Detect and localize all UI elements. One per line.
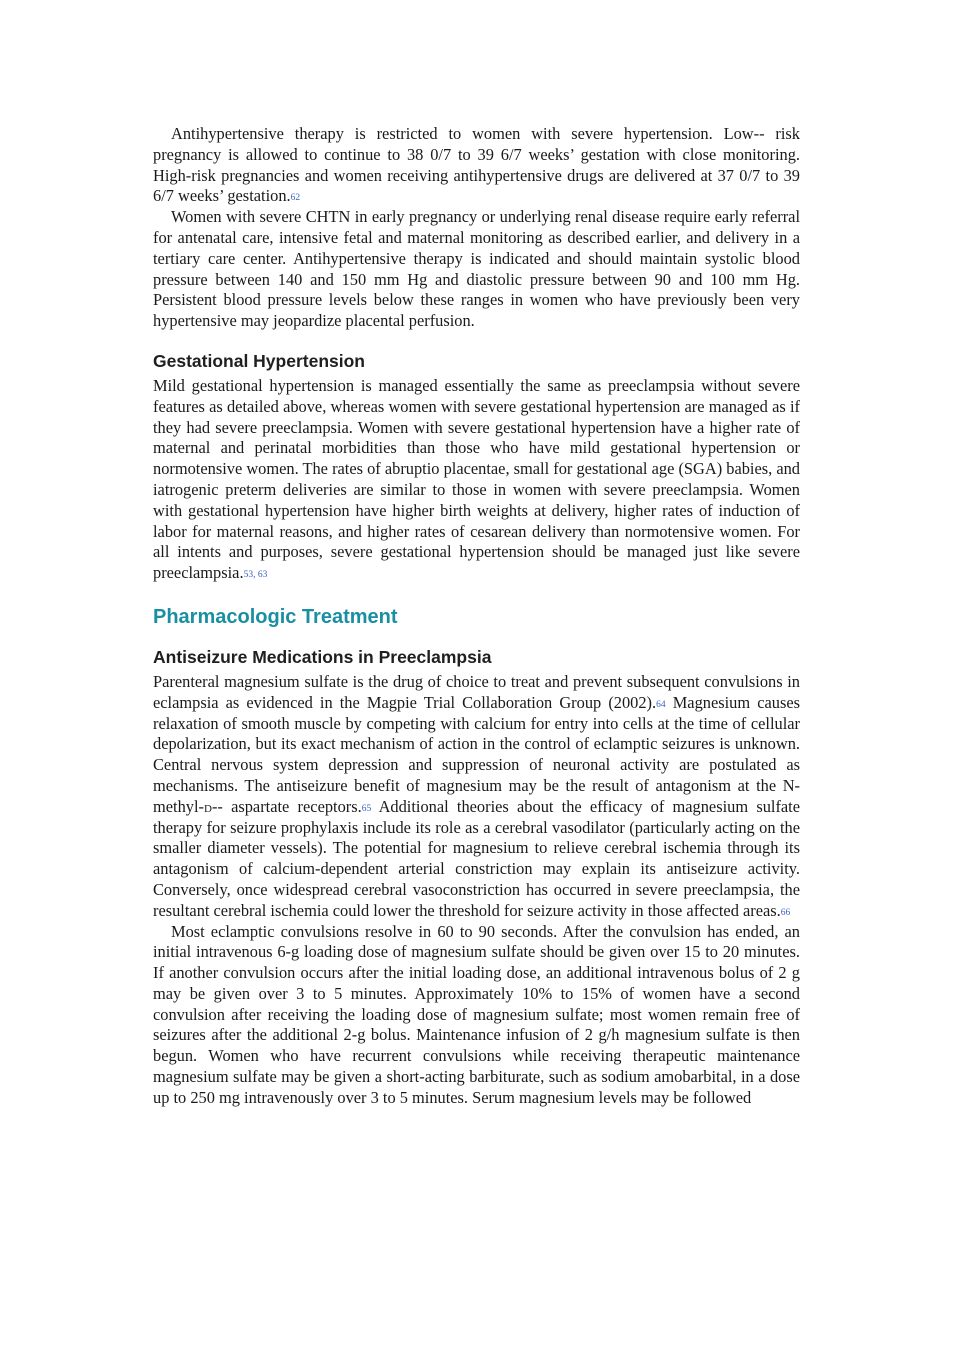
paragraph-gestational-hypertension [153, 376, 800, 584]
reference-link-66[interactable]: 66 [780, 907, 791, 918]
document-page [153, 124, 800, 1109]
paragraph-text-c: -- aspartate receptors. [211, 796, 362, 816]
paragraph-text: Most eclamptic convulsions resolve in 60 to 90 seconds. After the convulsion has ended, an initial intravenous 6-g loading dose of magnesium sulfate should be given over 15 to 20 minutes. If another convulsion occurs after the initial loading dose, an additional intravenous bolus of 2 g may be given over 3 to 5 minutes. Approximately 10% to 15% of women have a second convulsion after receiving the loading dose of magnesium sulfate; most women remain free of seizures after the additional 2-g bolus. Maintenance infusion of 2 g/h magnesium sulfate is then begun. Women who have recurrent convulsions while receiving therapeutic maintenance magnesium sulfate may be given a short-acting barbiturate, such as sodium amobarbital, in a dose up to 250 mg intravenously over 3 to 5 minutes. Serum magnesium levels may be followed [153, 921, 800, 1107]
paragraph-text-b: Magnesium causes relaxation of smooth muscle by competing with calcium for entry into cells at the time of cellular depolarization, but its exact mechanism of action in the control of eclamptic seizures is unknown. Central nervous system depression and suppression of neuronal activity are postulated as mechanisms. The antiseizure benefit of magnesium may be the result of antagonism at the N-methyl- [153, 692, 800, 816]
paragraph-text: Mild gestational hypertension is managed essentially the same as preeclampsia without severe features as detailed above, whereas women with severe gestational hypertension are managed as if they had severe preeclampsia. Women with severe gestational hypertension have a higher rate of maternal and perinatal morbidities than those who have mild gestational hypertension or normotensive women. The rates of abruptio placentae, small for gestational age (SGA) babies, and iatrogenic preterm deliveries are similar to those in women with severe preeclampsia. Women with gestational hypertension have higher birth weights at delivery, higher rates of induction of labor for maternal reasons, and higher rates of cesarean delivery than normotensive women. For all intents and purposes, severe gestational hypertension should be managed just like severe preeclampsia. [153, 375, 800, 583]
paragraph-text: Antihypertensive therapy is restricted to women with severe hypertension. Low-- risk pregnancy is allowed to continue to 38 0/7 to 39 6/7 weeks’ gestation with close monitoring. High-risk pregnancies and women receiving antihypertensive drugs are delivered at 37 0/7 to 39 6/7 weeks’ gestation. [153, 124, 800, 206]
reference-link-65[interactable]: 65 [361, 803, 372, 814]
paragraph-magnesium-sulfate [153, 672, 800, 922]
paragraph-text-a: Parenteral magnesium sulfate is the drug of choice to treat and prevent subsequent convulsions in eclampsia as evidenced in the Magpie Trial Collaboration Group (2002). [153, 671, 800, 712]
reference-link-62[interactable]: 62 [290, 193, 301, 204]
reference-link-64[interactable]: 64 [656, 699, 666, 710]
heading-gestational-hypertension: Gestational Hypertension [153, 350, 365, 371]
small-caps-d: d [203, 796, 212, 816]
heading-pharmacologic-treatment: Pharmacologic Treatment [153, 605, 398, 628]
paragraph-text: Women with severe CHTN in early pregnancy or underlying renal disease require early referral for antenatal care, intensive fetal and maternal monitoring as described earlier, and delivery in a tertiary care center. Antihypertensive therapy is indicated and should maintain systolic blood pressure between 140 and 150 mm Hg and diastolic pressure between 90 and 100 mm Hg. Persistent blood pressure levels below these ranges in women who have previously been very hypertensive may jeopardize placental perfusion. [153, 207, 800, 331]
paragraph-antihypertensive-restriction [153, 124, 800, 207]
paragraph-eclamptic-convulsions [153, 922, 800, 1109]
paragraph-severe-chtn [153, 207, 800, 332]
heading-antiseizure-medications: Antiseizure Medications in Preeclampsia [153, 646, 492, 667]
reference-link-53-63[interactable]: 53, 63 [243, 570, 268, 581]
paragraph-text-d: Additional theories about the efficacy of magnesium sulfate therapy for seizure prophylaxis include its role as a cerebral vasodilator (particularly acting on the smaller diameter vessels). The potential for magnesium to relieve cerebral ischemia through its antagonism of calcium-dependent arterial constriction may explain its antiseizure activity. Conversely, once widespread cerebral vasoconstriction has occurred in severe preeclampsia, the resultant cerebral ischemia could lower the threshold for seizure activity in those affected areas. [153, 796, 801, 920]
